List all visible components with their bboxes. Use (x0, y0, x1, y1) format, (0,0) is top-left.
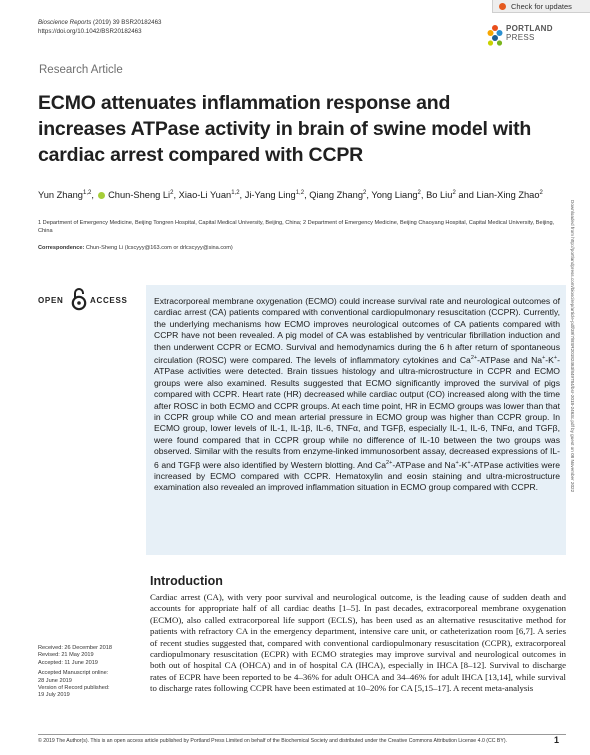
article-type: Research Article (39, 64, 123, 76)
author[interactable] (97, 190, 174, 200)
portland-press-logo-icon (486, 24, 504, 46)
abstract-sup: + (553, 355, 558, 362)
author[interactable] (371, 190, 421, 200)
author-affiliation-mark: 1,2 (295, 190, 305, 196)
check-updates-label: Check for updates (511, 2, 572, 11)
accepted-manuscript-label: Accepted Manuscript online: (38, 670, 109, 677)
footer-divider (38, 734, 566, 735)
license-footer: © 2019 The Author(s). This is an open access article published by Portland Press Limited on behalf of the Biochemical Society and distributed under the Creative Commons Attribution License 4.0 (CC BY). (38, 738, 508, 744)
open-access-badge (38, 287, 148, 311)
abstract-segment: Extracorporeal membrane oxygenation (ECMO) could increase survival rate and neurological outcomes of cardiac arrest (CA) patients compared with conventional cardiopulmonary resuscitation (CCPR). Currently, the underlying mechanisms how ECMO improves neurological outcomes of CA patients compared with CCPR have not been revealed. A pig model of CA was established by ventricular fibrillation induction and then underwent CCPR or ECMO. Survival and hemodynamics during the 6 h after return of spontaneous circulation (ROSC) were compared. The levels of inflammatory cytokines and Ca (154, 296, 560, 365)
accepted-date: Accepted: 11 June 2019 (38, 659, 98, 666)
author[interactable] (309, 190, 366, 200)
article-title: ECMO attenuates inflammation response and increases ATPase activity in brain of swine model with cardiac arrest compared with CCPR (38, 92, 532, 166)
check-for-updates-button[interactable] (492, 0, 590, 13)
publication-dates (38, 645, 143, 700)
open-access-lock-icon (71, 287, 87, 311)
abstract-sup: + (455, 459, 459, 466)
author[interactable] (245, 190, 304, 200)
author[interactable] (179, 190, 240, 200)
author-name: Yun Zhang (38, 190, 83, 201)
correspondence (38, 245, 233, 251)
author-name: Bo Liu (426, 190, 453, 201)
abstract-segment: -ATPase and Na (477, 354, 543, 365)
introduction-heading: Introduction (150, 574, 223, 588)
abstract-sup: + (542, 355, 546, 362)
author-name: Qiang Zhang (309, 190, 363, 201)
abstract-sup: + (467, 459, 471, 466)
journal-name: Bioscience Reports (38, 19, 92, 26)
orcid-icon[interactable] (98, 192, 105, 199)
abstract-segment: -ATPase activities were detected. Brain tissues histology and ultra-microstructure in CCPR and ECMO groups were also examined. Results suggested that ECMO significantly improved the survival of pigs compared with CCPR. Heart rate (HR) decreased while cardiac output (CO) increased along with the time after ROSC in both ECMO and CCPR groups. At each time point, HR in ECMO groups was lower than that in CCPR group while CO and mean arterial pressure in ECMO group was higher than CCPR group. In ECMO group, lower levels of IL-1, IL-1β, IL-6, TNFα, and TGFβ, especially IL-1, IL-6, TNFα, and TGFβ, were found compared that in CCPR group while no difference of IL-10 between the two groups was observed. Similar with the results from enzyme-linked immunosorbent assay, decreased expressions of IL-6 and TGFβ were also identified by Western blotting. And Ca (154, 354, 560, 470)
author-affiliation-mark: 2 (539, 190, 543, 196)
open-access-word-1: OPEN (38, 296, 64, 305)
version-of-record-date: 19 July 2019 (38, 692, 70, 699)
affiliations: 1 Department of Emergency Medicine, Beijing Tongren Hospital, Capital Medical University, Beijing, China; 2 Department of Emergency Medicine, Beijing Chaoyang Hospital, Capital Medical University, Beijing, China (38, 220, 555, 234)
abstract-text (154, 296, 560, 494)
abstract-sup: 2+ (470, 355, 478, 362)
author-affiliation-mark: 2 (417, 190, 421, 196)
author-list: Yun Zhang$^{1,2}$, Chun-Sheng Li$^2$, Xiao-Li Yuan$^{1,2}$, Ji-Yang Ling$^{1,2}$, Qiang Zhang$^2$, Yong Liang$^2$, Bo Liu$^2$ and Lian-Xing Zhao$^2$ (38, 190, 543, 201)
abstract-segment: -K (458, 459, 468, 470)
open-access-word-2: ACCESS (90, 296, 128, 305)
author-name: Yong Liang (371, 190, 418, 201)
author-affiliation-mark: 2 (170, 190, 174, 196)
abstract-segment: -K (545, 354, 554, 365)
correspondence-label: Correspondence: (38, 245, 85, 251)
correspondence-text[interactable]: Chun-Sheng Li (lcscyyy@163.com or drlcscyyy@sina.com) (84, 245, 233, 251)
author-affiliation-mark: 1,2 (231, 190, 240, 196)
download-note-text: Downloaded from http://portlandpress.com/bioscirep/article-pdf/39/7/BSR20182463/849784/bsr-2018-2463c.pdf by guest on 08 November 2022 (570, 200, 575, 493)
journal-header (38, 19, 162, 36)
author-name: Lian-Xing Zhao (476, 190, 540, 201)
logo-line-2: PRESS (506, 33, 535, 42)
abstract-sup: 2+ (386, 459, 393, 466)
author-affiliation-mark: 2 (452, 190, 456, 196)
abstract-segment: -ATPase and Na (392, 459, 456, 470)
author[interactable] (426, 190, 456, 200)
abstract-segment: -ATPase activities were increased by ECMO compared with CCPR. Hematoxylin and eosin staining and ultra-microstructure examination also revealed an improved inflammation situation in ECMO group compared with CCPR. (154, 459, 560, 493)
journal-citation: (2019) 39 BSR20182463 (91, 19, 162, 26)
accepted-manuscript-date: 28 June 2019 (38, 677, 72, 684)
portland-press-logo (486, 24, 576, 48)
logo-text (506, 24, 553, 42)
author-name: Ji-Yang Ling (244, 190, 296, 201)
author-affiliation-mark: 2 (363, 190, 367, 196)
doi-link[interactable]: https://doi.org/10.1042/BSR20182463 (38, 27, 142, 35)
received-date: Received: 26 December 2018 (38, 645, 113, 651)
page-number: 1 (554, 735, 560, 745)
check-updates-icon (499, 3, 506, 10)
author-affiliation-mark: 1,2 (82, 190, 92, 196)
revised-date: Revised: 21 May 2019 (38, 652, 94, 659)
author[interactable] (476, 190, 542, 200)
download-side-note (565, 200, 577, 580)
author-name: Chun-Sheng Li (108, 190, 171, 201)
author-name: Xiao-Li Yuan (178, 190, 232, 201)
author[interactable] (38, 190, 91, 200)
logo-line-1: PORTLAND (506, 24, 553, 33)
introduction-body: Cardiac arrest (CA), with very poor survival and neurological outcome, is the leading cause of sudden death and accounts for appropriate half of all cardiac deaths [1–5]. In past decades, extracorporeal membrane oxygenation (ECMO), also called extracorporeal life support (ECLS), has been used as an alternative resuscitative method for patients with refractory CA in the emergency department, intensive care unit, or catheterization room [6,7]. A series of recent studies suggested that, compared with conventional cardiopulmonary resuscitation (CCPR), extracorporeal cardiopulmonary resuscitation (ECPR) with ECMO strategies may improve survival and neurological outcomes in both out of hospital CA (OHCA) and in of hospital CA (IHCA), especially in IHCA [8–12]. Survival to discharge rates of ECPR have been reported to be 4–36% for adult OHCA and 34–46% for adult IHCA [13,14], while survival to discharge rates following CCPR have been estimated at 10–20% for CA [5,15–17]. A recent meta-analysis (150, 592, 566, 694)
version-of-record-label: Version of Record published: (38, 685, 110, 692)
